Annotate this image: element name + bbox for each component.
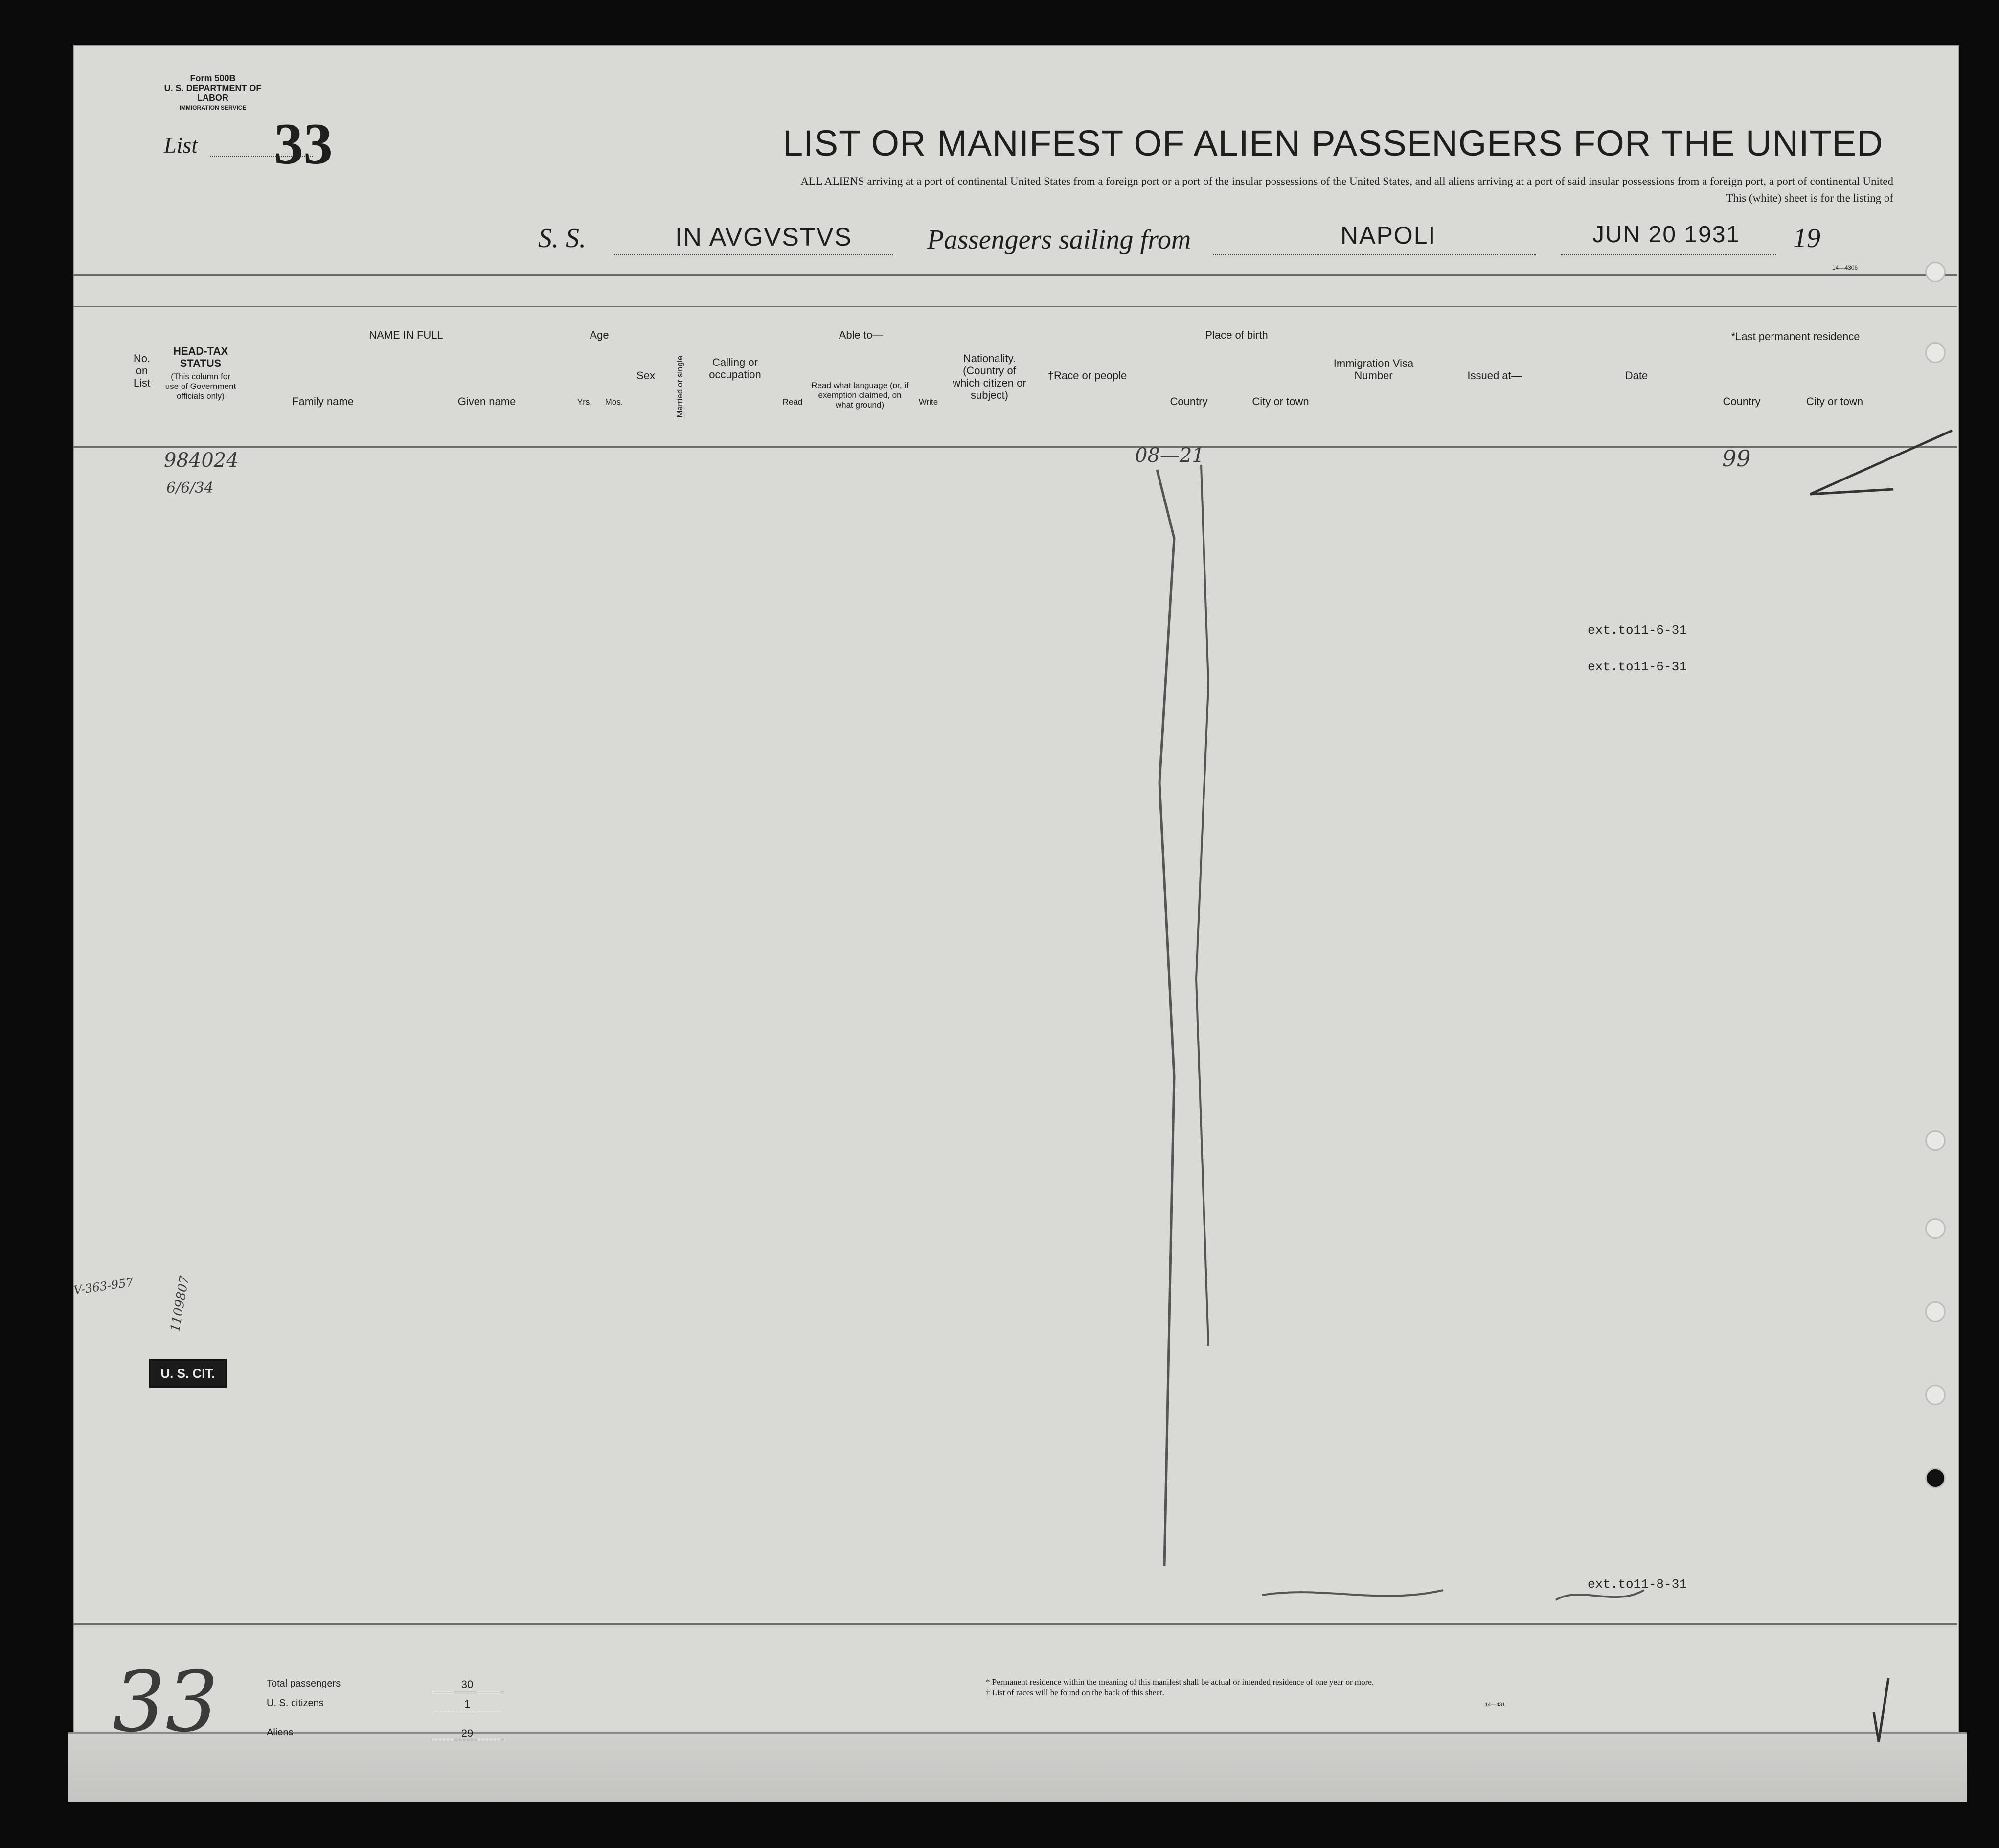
- punch-hole: [1925, 1468, 1946, 1488]
- ss-label: S. S.: [538, 223, 586, 253]
- hdr-last-residence: *Last permanent residence: [1731, 330, 1860, 342]
- hdr-head-tax: HEAD-TAX STATUS: [173, 345, 228, 369]
- form-number: Form 500B: [190, 73, 236, 83]
- punch-hole: [1925, 342, 1946, 363]
- punch-hole: [1925, 262, 1946, 282]
- race-note: 08—21: [1135, 444, 1204, 467]
- margin-stroke-1: [1810, 431, 1952, 494]
- signature-scribble-2: [1556, 1590, 1644, 1600]
- date-stamp: JUN 20 1931: [1592, 222, 1741, 248]
- punch-hole: [1925, 1218, 1946, 1239]
- row-25-note: 1109807: [168, 1275, 192, 1333]
- hdr-family-name: Family name: [292, 395, 354, 408]
- hdr-name-in-full: NAME IN FULL: [369, 329, 443, 341]
- hdr-race: †Race or people: [1047, 369, 1127, 382]
- manifest-title: LIST OR MANIFEST OF ALIEN PASSENGERS FOR THE UNITED: [783, 123, 1884, 163]
- hdr-given-name: Given name: [457, 395, 516, 408]
- total-passengers-label: Total passengers: [267, 1678, 341, 1689]
- manifest-subtitle-2: This (white) sheet is for the listing of: [1726, 192, 1893, 204]
- hdr-no-on-list: No. on List: [133, 352, 151, 389]
- port-name: NAPOLI: [1340, 222, 1436, 249]
- footnote-1: * Permanent residence within the meaning of this manifest shall be actual or intended residence of one year or more.: [986, 1677, 1374, 1687]
- extension-note: ext.to11-6-31: [1588, 660, 1687, 674]
- hdr-age: Age: [590, 329, 609, 341]
- hdr-date: Date: [1625, 369, 1648, 382]
- year-label: 19: [1793, 223, 1820, 253]
- hdr-issued-at: Issued at—: [1467, 369, 1522, 382]
- aliens-value: 29: [431, 1727, 504, 1740]
- extension-note: ext.to11-6-31: [1588, 623, 1687, 638]
- us-citizens-label: U. S. citizens: [267, 1698, 324, 1709]
- hdr-able-to: Able to—: [839, 329, 884, 341]
- form-code: 14—4306: [1832, 264, 1858, 271]
- hdr-nationality: Nationality. (Country of which citizen or subject): [953, 352, 1026, 401]
- footnote-2: † List of races will be found on the back of this sheet.: [986, 1688, 1164, 1697]
- extension-note: ext.to11-8-31: [1588, 1577, 1687, 1592]
- hdr-yrs: Yrs.: [577, 397, 592, 407]
- birth-column-stroke: [1196, 465, 1208, 1346]
- side-note: V-363-957: [72, 1275, 135, 1298]
- list-label: List: [164, 133, 198, 158]
- hdr-birth-country: Country: [1170, 395, 1208, 408]
- manifest-subtitle-1: ALL ALIENS arriving at a port of continental United States from a foreign port or a port of the insular possessions of the United States, and all aliens arriving at a port of said insular possessions from a foreign port, a port of continental United: [800, 175, 1893, 187]
- head-tax-note-2: 6/6/34: [166, 479, 214, 497]
- department-name: U. S. DEPARTMENT OF LABOR: [164, 83, 262, 103]
- hdr-head-tax-note: (This column for use of Government officials only): [165, 372, 236, 401]
- head-tax-note-1: 984024: [164, 449, 239, 472]
- hdr-write: Write: [918, 397, 938, 407]
- residence-note: 99: [1722, 445, 1751, 472]
- service-name: IMMIGRATION SERVICE: [179, 104, 247, 111]
- margin-stroke-2: [1874, 1678, 1888, 1742]
- us-citizen-stamp: U. S. CIT.: [149, 1359, 227, 1388]
- punch-hole: [1925, 1130, 1946, 1151]
- sailing-from-label: Passengers sailing from: [927, 225, 1191, 255]
- hdr-res-city: City or town: [1806, 395, 1863, 408]
- hdr-read: Read: [782, 397, 803, 407]
- hdr-married: Married or single: [675, 355, 684, 418]
- hdr-mos: Mos.: [605, 397, 623, 407]
- hdr-read-language: Read what language (or, if exemption claimed, on what ground): [811, 381, 909, 410]
- page-mark: 33: [113, 1654, 219, 1751]
- us-citizens-value: 1: [431, 1698, 504, 1711]
- signature-scribble: [1262, 1590, 1443, 1596]
- hdr-calling: Calling or occupation: [709, 356, 761, 381]
- hdr-place-of-birth: Place of birth: [1205, 329, 1268, 341]
- footer-code: 14—431: [1485, 1702, 1505, 1708]
- hdr-visa: Immigration Visa Number: [1333, 357, 1414, 382]
- punch-hole: [1925, 1385, 1946, 1405]
- list-number: 33: [274, 111, 333, 176]
- hdr-res-country: Country: [1723, 395, 1761, 408]
- ship-name: IN AVGVSTVS: [675, 223, 853, 251]
- punch-hole: [1925, 1301, 1946, 1322]
- hdr-birth-city: City or town: [1252, 395, 1309, 408]
- race-column-stroke: [1157, 470, 1174, 1566]
- total-passengers-value: 30: [431, 1678, 504, 1691]
- hdr-sex: Sex: [636, 369, 655, 382]
- aliens-label: Aliens: [267, 1727, 294, 1738]
